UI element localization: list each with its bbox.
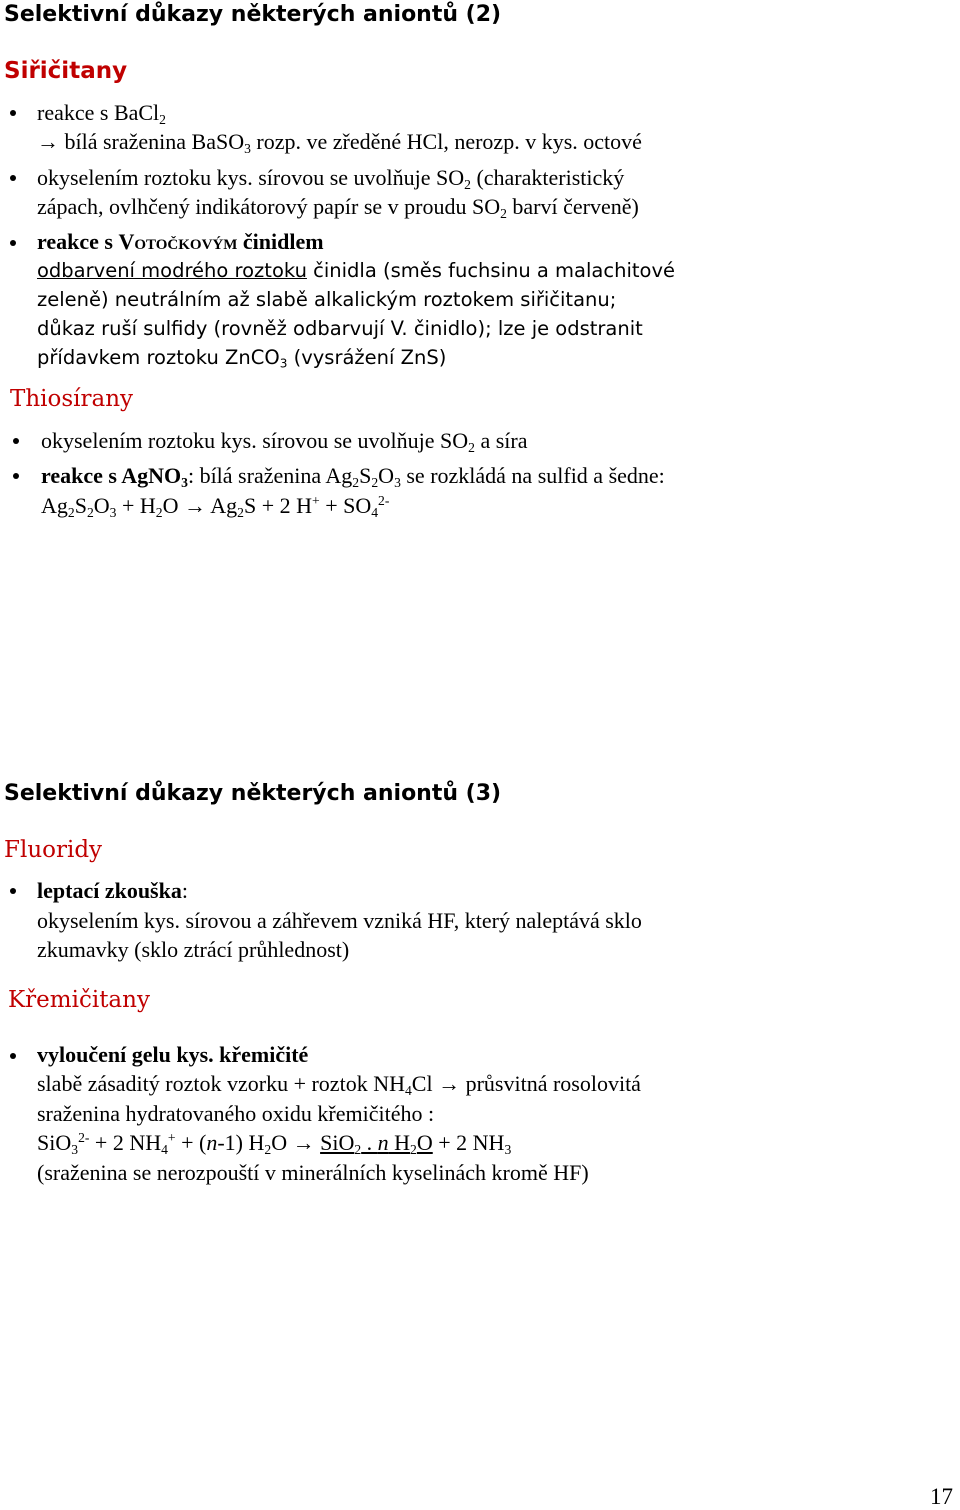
heading-siricitany: Siřičitany (4, 58, 128, 84)
votocek-text-l1: odbarvení modrého roztoku činidla (směs fuchsinu a malachitové (37, 259, 675, 282)
page-number: 17 (930, 1484, 953, 1509)
gel-text-l2: sraženina hydratovaného oxidu křemičitého : (37, 1101, 435, 1126)
list-item-bacl2-result: → bílá sraženina BaSO$_3$ rozp. ve zředěné HCl, nerozp. v kys. octové (37, 129, 642, 157)
arrow-icon: → (438, 1071, 461, 1096)
bullet (10, 175, 16, 181)
gel-text-l1: slabě zásaditý roztok vzorku + roztok $NH_4Cl$ → průsvitná rosolovitá (37, 1071, 641, 1099)
list-item-gel: vyloučení gelu kys. křemičité (37, 1042, 309, 1067)
bullet (10, 240, 16, 246)
arrow-icon: → (183, 493, 206, 518)
bullet (13, 438, 19, 444)
list-item-leptaci: leptací zkouška: (37, 878, 188, 903)
votocek-text-l4: přídavkem roztoku ZnCO$_3$ (vysrážení ZnS) (37, 346, 447, 371)
heading-fluoridy: Fluoridy (4, 837, 103, 863)
arrow-icon: → (292, 1130, 315, 1155)
bullet (10, 110, 16, 116)
list-item-bacl2: reakce s BaCl$_2$ (37, 100, 166, 128)
list-item-votocek-heading: reakce s Votočkovým činidlem (37, 229, 324, 254)
heading-thiosirany: Thiosírany (10, 386, 134, 412)
leptaci-text-l1: okyselením kys. sírovou a záhřevem vzniká HF, který naleptává sklo (37, 908, 642, 933)
bullet (13, 473, 19, 479)
votocek-text-l3: důkaz ruší sulfidy (rovněž odbarvují V. činidlo); lze je odstranit (37, 317, 643, 340)
page-title-2: Selektivní důkazy některých aniontů (2) (4, 2, 502, 27)
bullet (10, 1053, 16, 1059)
arrow-icon: → (37, 129, 59, 154)
page-title-3: Selektivní důkazy některých aniontů (3) (4, 781, 502, 806)
list-item-okyseleni-l2: zápach, ovlhčený indikátorový papír se v proudu $SO_2$ barví červeně) (37, 194, 639, 222)
votocek-text-l2: zeleně) neutrálním až slabě alkalickým roztokem siřičitanu; (37, 288, 617, 311)
list-item-agno3: reakce s AgNO$_3$: bílá sraženina $Ag_2S_2O_3$ se rozkládá na sulfid a šedne: (41, 463, 665, 491)
leptaci-text-l2: zkumavky (sklo ztrácí průhlednost) (37, 937, 350, 962)
equation-silicate: SiO$_3^{2-}$ + 2 $NH_4^+ + (n-1) H_2O \to SiO_2$ . n $H_2O + 2$ $NH_3$ (37, 1129, 512, 1158)
equation-thiosulfate: $Ag_2S_2O_3 + H_2O \to Ag_2S + 2$ $H^+ + SO_4^{2-}$ (41, 492, 390, 521)
list-item-okyseleni-l1: okyselením roztoku kys. sírovou se uvolňuje $SO_2$ (charakteristický (37, 165, 625, 193)
gel-text-l4: (sraženina se nerozpouští v minerálních kyselinách kromě HF) (37, 1160, 589, 1185)
list-item-thio-okyseleni: okyselením roztoku kys. sírovou se uvolňuje $SO_2$ a síra (41, 428, 528, 456)
heading-kremicitany: Křemičitany (8, 987, 150, 1013)
bullet (10, 888, 16, 894)
